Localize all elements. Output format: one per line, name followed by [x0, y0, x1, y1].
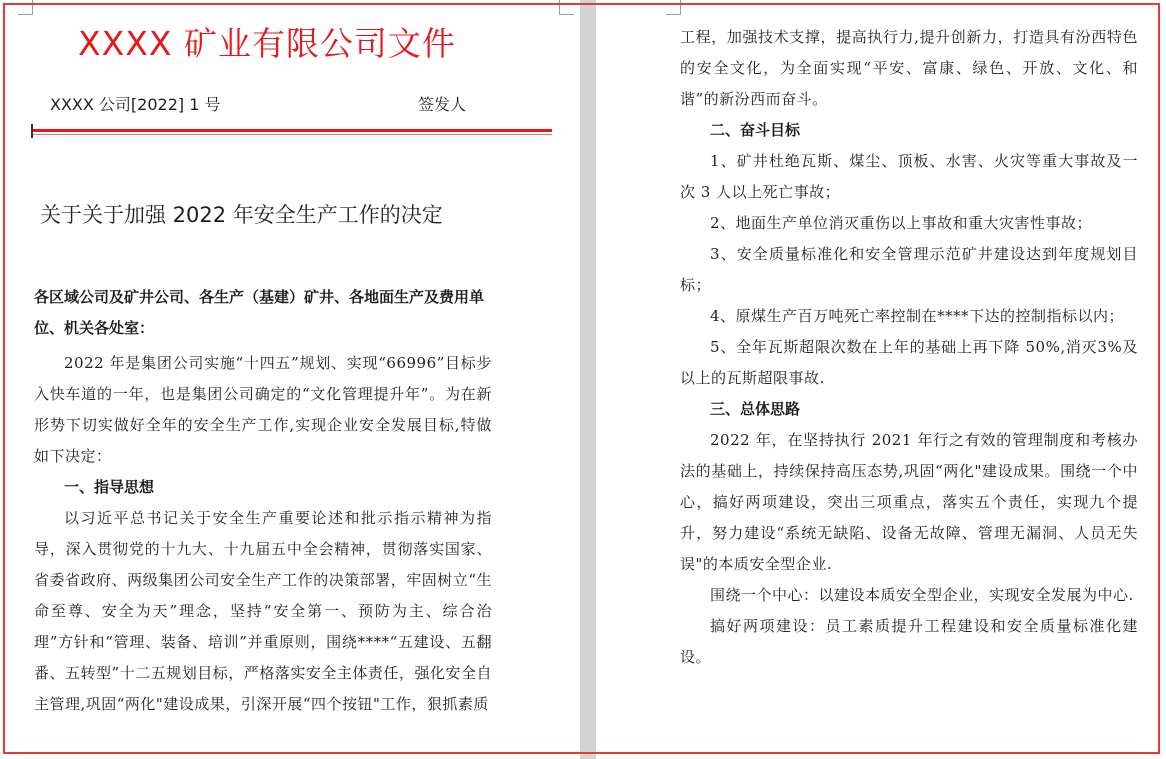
goal-item[interactable]: 2、地面生产单位消灭重伤以上事故和重大灾害性事故； — [710, 214, 1093, 232]
goal-item[interactable]: 4、原煤生产百万吨死亡率控制在****下达的控制指标以内； — [710, 307, 1125, 325]
page-right — [596, 0, 1166, 759]
addressee[interactable]: 各区域公司及矿井公司、各生产（基建）矿井、各地面生产及费用单位、机关各处室： — [34, 288, 485, 337]
approach-paragraph[interactable]: 2022 年，在坚持执行 2021 年行之有效的管理制度和考核办法的基础上，持续保持高压态势,巩固“两化"建设成果。围绕一个中心，搞好两项建设，突出三项重点，落实五个责任，实现九个提升，努力建设“系统无缺陷、设备无故障、管理无漏洞、人员无失误"的本质安全型企业. — [680, 431, 1138, 573]
goal-item[interactable]: 5、全年瓦斯超限次数在上年的基础上再下降 50%,消灭3%及以上的瓦斯超限事故. — [680, 338, 1138, 387]
red-separator-line — [32, 129, 552, 132]
intro-paragraph[interactable]: 2022 年是集团公司实施“十四五”规划、实现“66996”目标步入快车道的一年，也是集团公司确定的“文化管理提升年”。为在新形势下切实做好全年的安全生产工作,实现企业安全发展目标,特做如下决定： — [34, 354, 492, 465]
left-body-text[interactable] — [34, 348, 492, 720]
crop-mark-top-left — [666, 0, 681, 15]
crop-mark-top-right — [559, 0, 574, 15]
section-heading-overall-approach[interactable]: 三、总体思路 — [710, 400, 801, 418]
decision-title[interactable]: 关于关于加强 2022 年安全生产工作的决定 — [40, 203, 443, 227]
section-heading-guiding-ideology[interactable]: 一、指导思想 — [64, 478, 155, 496]
signer-label: 签发人 — [418, 95, 467, 114]
goal-item[interactable]: 1、矿井杜绝瓦斯、煤尘、顶板、水害、火灾等重大事故及一次 3 人以上死亡事故； — [680, 152, 1138, 201]
continuation-paragraph[interactable]: 工程，加强技术支撑，提高执行力,提升创新力，打造具有汾西特色的安全文化，为全面实现“平安、富康、绿色、开放、文化、和谐”的新汾西而奋斗。 — [680, 28, 1138, 108]
right-body-text[interactable] — [680, 22, 1138, 673]
page-gap — [580, 0, 596, 759]
page-left — [0, 0, 580, 759]
red-separator-line-thin — [32, 134, 552, 135]
approach-paragraph[interactable]: 搞好两项建设：员工素质提升工程建设和安全质量标准化建设。 — [680, 617, 1138, 666]
text-cursor — [31, 124, 33, 138]
guiding-ideology-paragraph[interactable]: 以习近平总书记关于安全生产重要论述和批示指示精神为指导，深入贯彻党的十九大、十九届五中全会精神，贯彻落实国家、省委省政府、两级集团公司安全生产工作的决策部署，牢固树立“生命至尊、安全为天”理念，坚持“安全第一、预防为主、综合治理”方针和“管理、装备、培训”并重原则，围绕****“五建设、五翻番、五转型”十二五规划目标，严格落实安全主体责任，强化安全自主管理,巩固“两化"建设成果，引深开展“四个按钮"工作，狠抓素质 — [34, 509, 492, 713]
approach-paragraph[interactable]: 围绕一个中心：以建设本质安全型企业，实现安全发展为中心. — [710, 586, 1134, 604]
document-header-title: XXXX 矿业有限公司文件 — [78, 24, 456, 63]
goal-item[interactable]: 3、安全质量标准化和安全管理示范矿井建设达到年度规划目标； — [680, 245, 1138, 294]
document-number: XXXX 公司[2022] 1 号 — [50, 95, 221, 114]
section-heading-goals[interactable]: 二、奋斗目标 — [710, 121, 801, 139]
crop-mark-top-left — [18, 0, 33, 15]
